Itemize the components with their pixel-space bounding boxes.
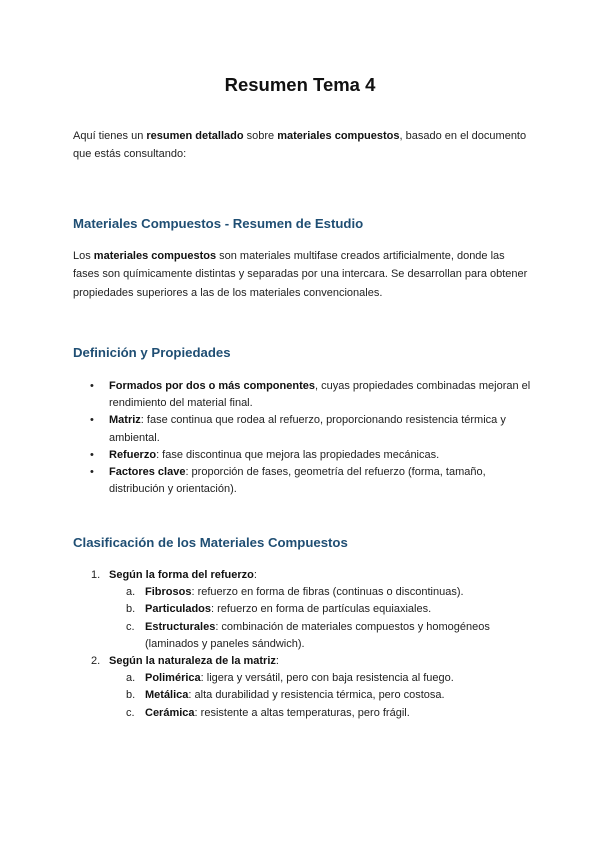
item-bold: Estructurales [145,620,216,633]
section-heading-clasificacion: Clasificación de los Materiales Compuestos [73,535,348,550]
item-text: : fase discontinua que mejora las propiedades mecánicas. [156,448,440,461]
list-item [73,412,533,446]
bullet-icon: • [90,414,94,427]
sub-list-item [109,619,543,653]
intro-text: , basado en el documento que estás consultando: [73,130,527,161]
sub-list-item [109,687,543,704]
intro-paragraph [73,127,533,164]
item-bold: Formados por dos o más componentes [109,380,315,392]
item-bold: Fibrosos [145,586,192,599]
list-item [73,653,543,722]
item-bold: Metálica [145,689,189,702]
item-bold: Polimérica [145,672,201,685]
item-text: : resistente a altas temperaturas, pero frágil. [194,706,410,719]
bullet-icon: • [90,466,94,479]
item-text: : refuerzo en forma de fibras (continuas o discontinuas). [191,586,464,599]
bullet-icon: • [90,448,94,461]
item-text: , cuyas propiedades combinadas mejoran el rendimiento del material final. [109,380,531,410]
list-marker: c. [126,620,135,633]
classification-list [73,567,543,722]
item-bold: Cerámica [145,706,195,719]
section1-text: son materiales multifase creados artificialmente, donde las fases son químicamente distintas y separadas por una intercara. Se desarrollan para obtener propiedades superiores a las de los materiales convencionales. [73,250,528,299]
item-text: : [275,655,279,668]
list-marker: a. [126,586,136,599]
sub-list-item [109,601,543,618]
item-text: : [253,569,257,581]
list-marker: c. [126,706,135,719]
list-marker: b. [126,603,136,616]
intro-text: sobre [243,130,278,142]
list-marker: b. [126,689,136,702]
item-text: : proporción de fases, geometría del refuerzo (forma, tamaño, distribución y orientación). [109,466,486,496]
item-text: : ligera y versátil, pero con baja resistencia al fuego. [200,672,454,685]
item-text: : fase continua que rodea al refuerzo, proporcionando resistencia térmica y ambiental. [109,414,506,444]
list-marker: a. [126,672,136,685]
item-bold: Particulados [145,603,212,616]
page-title: Resumen Tema 4 [224,74,376,95]
section-heading-definicion: Definición y Propiedades [73,345,231,360]
list-item [73,378,533,412]
definition-list [73,378,533,498]
section1-paragraph [73,247,533,302]
intro-bold: materiales compuestos [277,130,400,142]
sub-list-item [109,705,543,722]
intro-text: Aquí tienes un [73,130,147,142]
item-text: : alta durabilidad y resistencia térmica, pero costosa. [188,689,445,702]
item-text: : combinación de materiales compuestos y homogéneos (laminados y paneles sándwich). [145,620,490,650]
list-item [73,464,533,498]
list-item [73,447,533,464]
sub-list [109,584,543,653]
item-bold: Refuerzo [109,448,157,461]
list-marker: 1. [91,569,101,581]
sub-list-item [109,670,543,687]
sub-list-item [109,584,543,601]
list-marker: 2. [91,655,101,668]
item-bold: Según la naturaleza de la matriz [109,655,276,668]
sub-list [109,670,543,722]
section1-text: Los [73,250,94,262]
item-bold: Factores clave [109,466,186,479]
section1-bold: materiales compuestos [93,250,217,262]
item-text: : refuerzo en forma de partículas equiaxiales. [211,603,432,616]
item-bold: Según la forma del refuerzo [109,569,254,581]
section-heading-resumen: Materiales Compuestos - Resumen de Estudio [73,216,364,231]
bullet-icon: • [90,380,94,392]
item-bold: Matriz [109,414,141,427]
list-item [73,567,543,653]
intro-bold: resumen detallado [146,130,244,142]
